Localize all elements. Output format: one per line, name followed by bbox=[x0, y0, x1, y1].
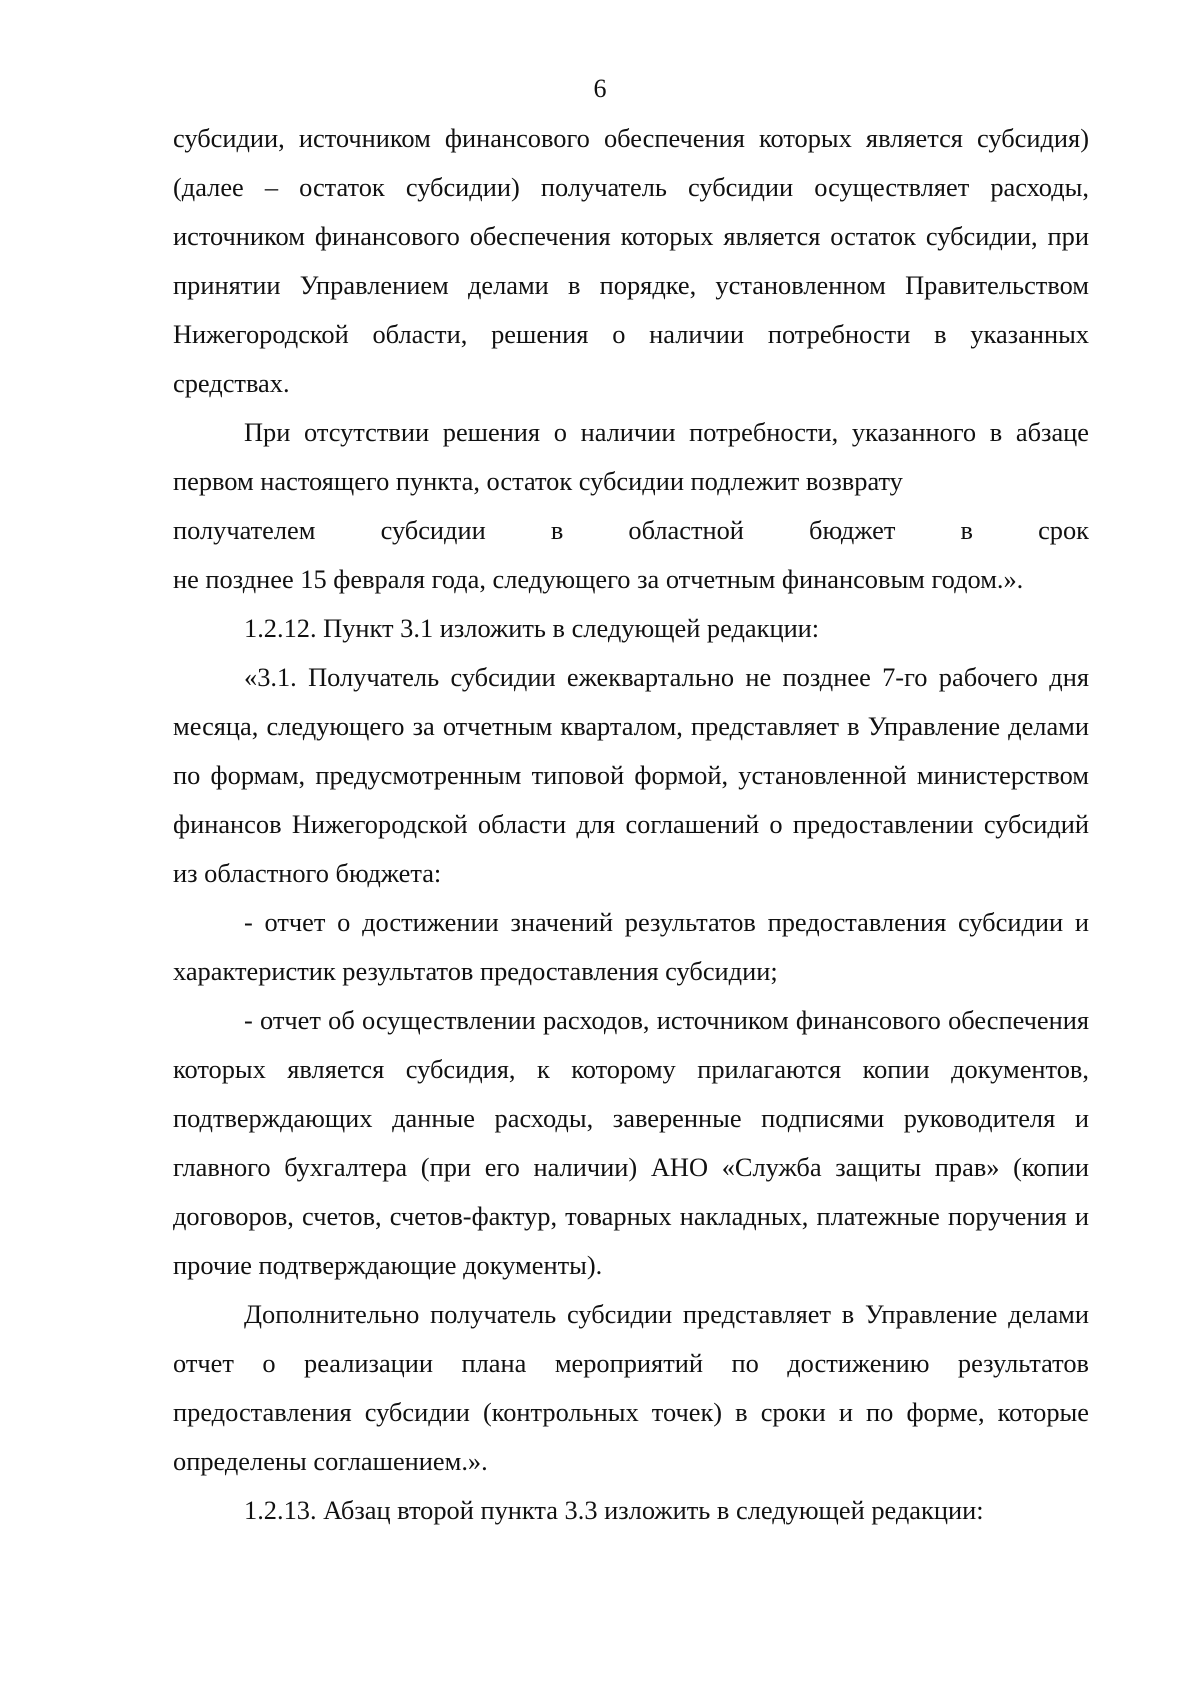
paragraph: - отчет о достижении значений результатов предоставления субсидии и характеристик результатов предоставления субсидии; bbox=[173, 907, 1089, 986]
paragraph: субсидии, источником финансового обеспечения которых является субсидия) (далее – остаток субсидии) получатель субсидии осуществляет расходы, источником финансового обеспечения которых является остаток субсидии, при принятии Управлением делами в порядке, установленном Правительством Нижегородской области, решения о наличии потребности в указанных средствах. bbox=[173, 123, 1089, 398]
paragraph: - отчет об осуществлении расходов, источником финансового обеспечения которых является субсидия, к которому прилагаются копии документов, подтверждающих данные расходы, заверенные подписями руководителя и главного бухгалтера (при его наличии) АНО «Служба защиты прав» (копии договоров, счетов, счетов-фактур, товарных накладных, платежные поручения и прочие подтверждающие документы). bbox=[173, 1005, 1089, 1280]
paragraph: Дополнительно получатель субсидии представляет в Управление делами отчет о реализации плана мероприятий по достижению результатов предоставления субсидии (контрольных точек) в сроки и по форме, которые определены соглашением.». bbox=[173, 1299, 1089, 1476]
paragraph: «3.1. Получатель субсидии ежеквартально не позднее 7-го рабочего дня месяца, следующего за отчетным кварталом, представляет в Управление делами по формам, предусмотренным типовой формой, установленной министерством финансов Нижегородской области для соглашений о предоставлении субсидий из областного бюджета: bbox=[173, 662, 1089, 888]
paragraph: При отсутствии решения о наличии потребности, указанного в абзаце первом настоящего пункта, остаток субсидии подлежит возврату bbox=[173, 417, 1089, 496]
paragraph: получателем субсидии в областной бюджет в срок bbox=[173, 515, 1089, 545]
paragraph: 1.2.13. Абзац второй пункта 3.3 изложить в следующей редакции: bbox=[244, 1495, 984, 1525]
paragraph: не позднее 15 февраля года, следующего за отчетным финансовым годом.». bbox=[173, 564, 1024, 594]
document-body bbox=[173, 114, 1089, 1535]
page-number: 6 bbox=[593, 74, 607, 103]
paragraph: 1.2.12. Пункт 3.1 изложить в следующей редакции: bbox=[244, 613, 820, 643]
